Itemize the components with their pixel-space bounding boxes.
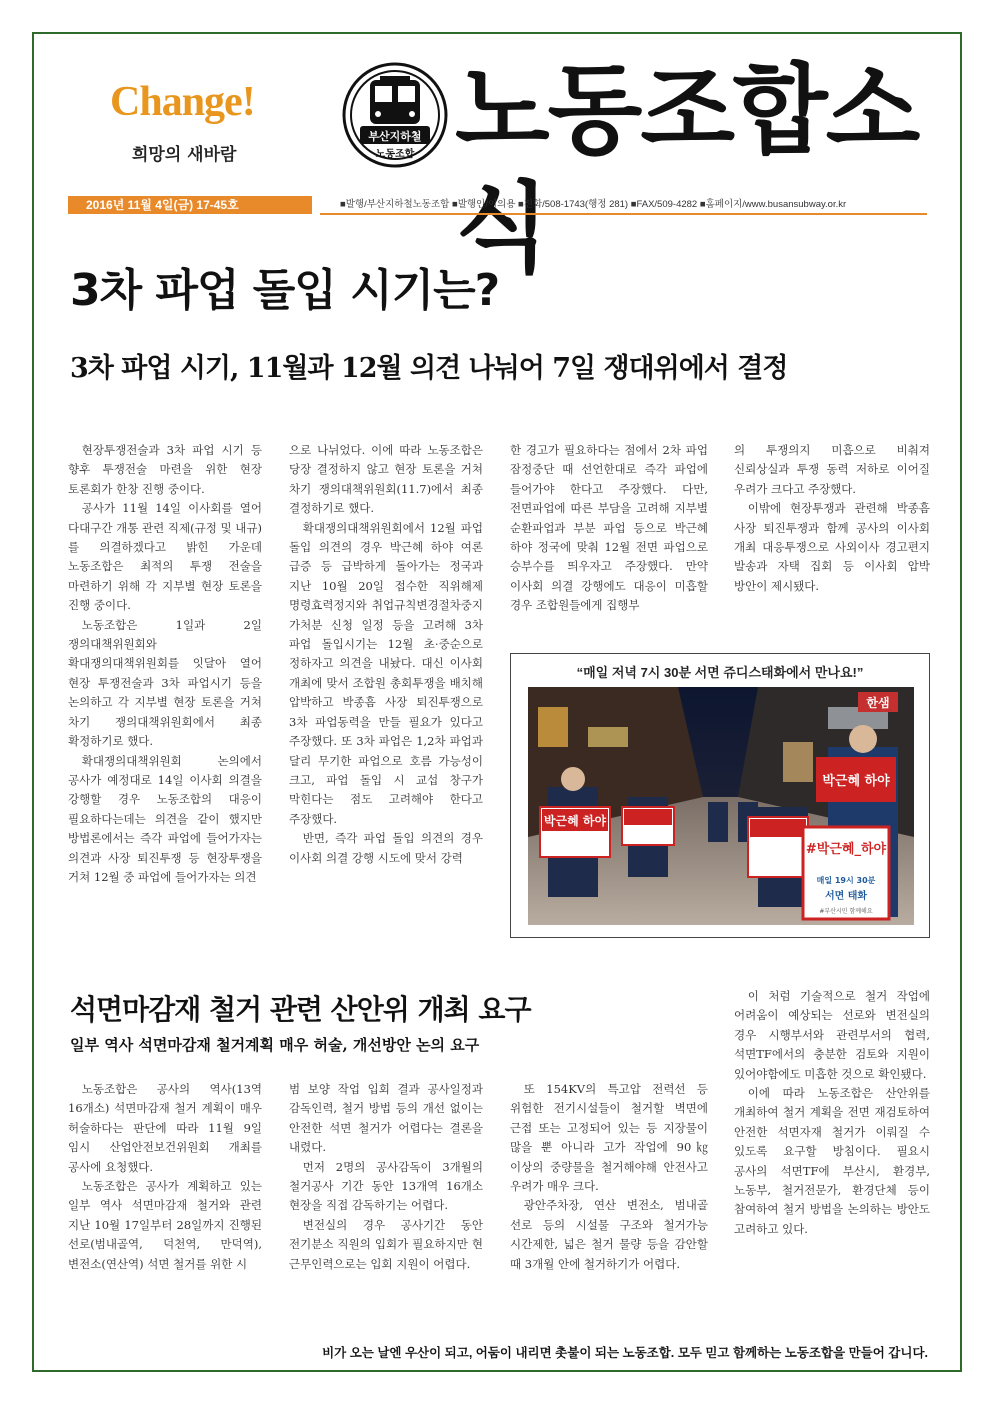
paragraph: 광안주차장, 연산 변전소, 범내골 선로 등의 시설물 구조와 철거가능 시간제한, 넓은 철거 물량 등을 감안할 때 3개월 안에 철거하기가 어렵다. bbox=[510, 1198, 708, 1271]
article1-col1 bbox=[68, 441, 262, 887]
paragraph: 공사가 11월 14일 이사회를 열어 다대구간 개통 관련 직제(규정 및 내규)를 의결하겠다고 밝힌 가운데 노동조합은 최적의 투쟁 전술을 마련하기 위해 각 지부별 현장 토론을 진행 중이다. bbox=[68, 501, 262, 613]
paragraph: 이밖에 현장투쟁과 관련해 박종흠 사장 퇴진투쟁과 함께 공사의 이사회 개최 대응투쟁으로 사외이사 경고편지 발송과 자택 집회 등 이사회 압박 방안이 제시됐다. bbox=[734, 501, 930, 593]
emblem-text-1: 부산지하철 bbox=[368, 130, 422, 143]
article2-col4 bbox=[734, 987, 930, 1239]
paragraph: 확대쟁의대책위원회에서 12월 파업 돌입 의견의 경우 박근혜 하야 여론 급증 등 급박하게 돌아가는 정국과 지난 10월 20일 접수한 직위해제 명령효력정지와 취업규칙변경절차중지 가처분 신청 일정 등을 고려해 3차 파업 돌입시기는 12월 초·중순으로 정하자고 의견을 내놨다. 대신 이사회 개최에 맞서 조합원 총회투쟁을 배치해 압박하고 박종흠 사장 퇴진투쟁으로 3차 파업동력을 만들 필요가 있다고 주장했다. 또 3차 파업은 1,2차 파업과 달리 무기한 파업으로 호름 가능성이 크고, 파업 돌입 시 교섭 창구가 막힌다는 점도 고려해야 한다고 주장했다. bbox=[289, 520, 483, 826]
sign-time: 매일 19시 30분 bbox=[816, 876, 876, 885]
photo-box bbox=[510, 653, 930, 938]
paragraph: 노동조합은 공사가 계획하고 있는 일부 역사 석면마감재 철거와 관련 지난 10월 17일부터 28일까지 진행된 선로(범내골역, 덕천역, 만덕역), 변전소(연산역) 석면 철거를 위한 시 bbox=[68, 1179, 262, 1271]
protest-photo bbox=[528, 687, 914, 925]
publisher-info: ■발행/부산지하철노동조합 ■발행인/이의용 ■전화/508-1743(행정 281) ■FAX/509-4282 ■홈페이지/www.busansubway.or.kr bbox=[340, 199, 847, 210]
headline: 3차 파업 돌입 시기는? bbox=[70, 265, 500, 316]
sign-small: #부산시민 함께해요 bbox=[819, 908, 873, 915]
subway-train-icon bbox=[370, 76, 420, 124]
paragraph: 범 보양 작업 입회 결과 공사일정과 감독인력, 철거 방법 등의 개선 없이는 안전한 석면 철거가 어렵다는 결론을 내렸다. bbox=[289, 1082, 483, 1155]
emblem-text-2: 노동조합 bbox=[375, 149, 415, 160]
paragraph: 으로 나뉘었다. 이에 따라 노동조합은 당장 결정하지 않고 현장 토론을 거쳐 차기 쟁의대책위원회(11.7)에서 최종 결정하기로 했다. bbox=[289, 443, 483, 516]
paragraph: 이에 따라 노동조합은 산안위를 개최하여 철거 계획을 전면 재검토하여 안전한 석면자재 철거가 이뤄질 수 있도록 요구할 방침이다. 필요시 공사의 석면TF에 부산시, 환경부, 노동부, 철거전문가, 환경단체 등이 참여하여 철거 방법을 논의하는 방안도 고려하고 있다. bbox=[734, 1086, 930, 1236]
article1-col4 bbox=[734, 441, 930, 596]
footer-motto: 비가 오는 날엔 우산이 되고, 어둠이 내리면 촛불이 되는 노동조합. 모두 믿고 함께하는 노동조합을 만들어 갑니다. bbox=[322, 1346, 928, 1360]
headline-2: 석면마감재 철거 관련 산안위 개최 요구 bbox=[70, 993, 531, 1026]
brand-change: Change! bbox=[110, 79, 255, 125]
subheadline: 3차 파업 시기, 11월과 12월 의견 나눠어 7일 쟁대위에서 결정 bbox=[70, 353, 788, 384]
paragraph: 의 투쟁의지 미흡으로 비춰져 신뢰상실과 투쟁 동력 저하로 이어질 우려가 크다고 주장했다. bbox=[734, 443, 930, 496]
sign-text: 박근혜 하야 bbox=[543, 814, 607, 828]
article1-col2 bbox=[289, 441, 483, 868]
info-rule bbox=[320, 213, 927, 215]
slogan: 희망의 새바람 bbox=[132, 145, 237, 165]
union-emblem bbox=[342, 62, 448, 168]
subheadline-2: 일부 역사 석면마감재 철거계획 매우 허술, 개선방안 논의 요구 bbox=[70, 1036, 480, 1054]
billboard-text: 한샘 bbox=[866, 696, 890, 710]
paragraph: 이 처럼 기술적으로 철거 작업에 어려움이 예상되는 선로와 변전실의 경우 시행부서와 관련부서의 협력, 석면TF에서의 충분한 검토와 지원이 있어야함에도 미흡한 것으로 확인됐다. bbox=[734, 989, 930, 1081]
photo-caption: “매일 저녁 7시 30분 서면 쥬디스태화에서 만나요!” bbox=[576, 665, 864, 680]
paragraph: 한 경고가 필요하다는 점에서 2차 파업 잠정중단 때 선언한대로 즉각 파업에 들어가야 한다고 주장했다. 다만, 전면파업에 따른 부담을 고려해 지부별 순환파업과 부분 파업 등으로 박근혜 하야 정국에 맞춰 12월 전면 파업으로 승부수를 띄우자고 주장했다. 만약 이사회 의결 강행에도 대응이 미흡할 경우 조합원들에게 집행부 bbox=[510, 443, 708, 613]
paragraph: 확대쟁의대책위원회 논의에서 공사가 예정대로 14일 이사회 의결을 강행할 경우 노동조합의 대응이 필요하다는데는 의견을 같이 했지만 방법론에서는 즉각 파업에 들어가자는 의견과 사장 퇴진투쟁 등 현장투쟁을 거쳐 12월 중 파업에 들어가자는 의견 bbox=[68, 753, 262, 884]
paragraph: 노동조합은 공사의 역사(13역 16개소) 석면마감재 철거 계획이 매우 허술하다는 판단에 따라 11월 9일 임시 산업안전보건위원회 개최를 공사에 요청했다. bbox=[68, 1082, 262, 1174]
paragraph: 노동조합은 1일과 2일 쟁의대책위원회와 확대쟁의대책위원회를 잇달아 열어 현장 투쟁전술과 3차 파업시기 등을 논의하고 각 지부별 현장 토론을 거쳐 차기 쟁의대책위원회에서 최종 확정하기로 했다. bbox=[68, 617, 262, 749]
sign-hashtag: #박근혜_하야 bbox=[805, 842, 887, 857]
article2-col3 bbox=[510, 1080, 708, 1274]
date-issue: 2016년 11월 4일(금) 17-45호 bbox=[68, 196, 312, 214]
article2-col1 bbox=[68, 1080, 262, 1274]
masthead-title: 노동조합소식 bbox=[455, 53, 919, 286]
sign-text: 박근혜 하야 bbox=[822, 774, 890, 789]
paragraph: 반면, 즉각 파업 돌입 의견의 경우 이사회 의결 강행 시도에 맞서 강력 bbox=[289, 831, 483, 865]
paragraph: 먼저 2명의 공사감독이 3개월의 철거공사 기간 동안 13개역 16개소 현장을 직접 감독하기는 어렵다. bbox=[289, 1159, 483, 1213]
paragraph: 또 154KV의 특고압 전력선 등 위험한 전기시설들이 철거할 벽면에 근접 또는 고정되어 있는 등 지장물이 많을 뿐 아니라 고가 작업에 90㎏ 이상의 중량물을 철거해야해 안전사고 우려가 매우 크다. bbox=[510, 1082, 708, 1194]
article2-col2 bbox=[289, 1080, 483, 1274]
article1-col3 bbox=[510, 441, 708, 616]
paragraph: 변전실의 경우 공사기간 동안 전기분소 직원의 입회가 필요하지만 현 근무인력으로는 입회 지원이 어렵다. bbox=[289, 1217, 483, 1271]
paragraph: 현장투쟁전술과 3차 파업 시기 등 향후 투쟁전술 마련을 위한 현장 토론회가 한창 진행 중이다. bbox=[68, 443, 262, 496]
sign-place: 서면 태화 bbox=[824, 891, 868, 902]
